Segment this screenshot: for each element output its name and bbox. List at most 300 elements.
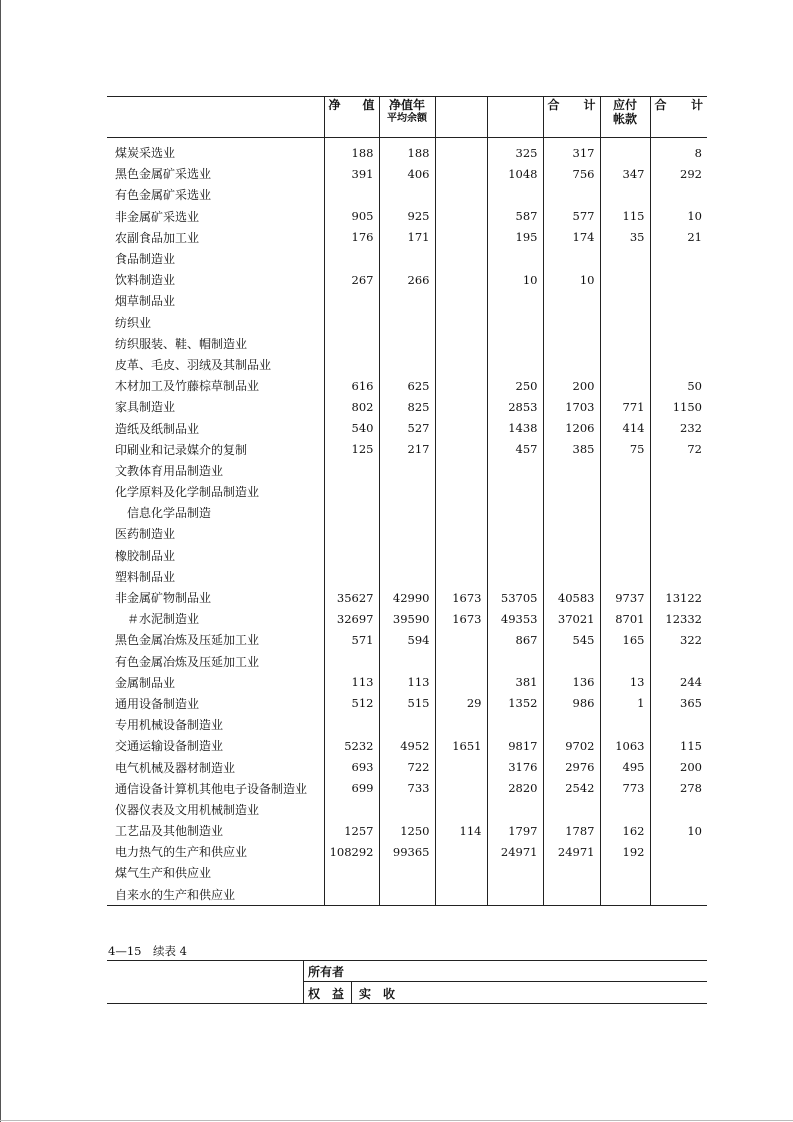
industry-name: 电力热气的生产和供应业 [115, 845, 248, 860]
header-total-1-label: 合 计 [547, 98, 596, 112]
header-total-2-label: 合 计 [654, 98, 703, 112]
table-row [107, 756, 707, 777]
value-cell: 594 [379, 629, 435, 650]
value-cell: 266 [379, 269, 435, 290]
value-cell [379, 184, 435, 205]
industry-name: ＃水泥制造业 [127, 612, 200, 627]
industry-financial-table [107, 96, 707, 906]
table-row [107, 502, 707, 523]
value-cell: 267 [324, 269, 379, 290]
value-cell [543, 862, 600, 883]
value-cell: 35627 [324, 587, 379, 608]
value-cell [487, 545, 543, 566]
value-cell: 457 [487, 439, 543, 460]
industry-name: 文教体育用品制造业 [115, 463, 224, 478]
value-cell: 986 [543, 693, 600, 714]
value-cell: 37021 [543, 608, 600, 629]
table-row [107, 566, 707, 587]
value-cell: 406 [379, 163, 435, 184]
rule-bottom [107, 1003, 707, 1004]
header-owner: 所有者 [308, 965, 345, 979]
value-cell [650, 651, 707, 672]
value-cell: 495 [600, 756, 650, 777]
table-row [107, 396, 707, 417]
value-cell: 571 [324, 629, 379, 650]
table-row [107, 290, 707, 311]
value-cell [379, 290, 435, 311]
value-cell: 1703 [543, 396, 600, 417]
table-row [107, 354, 707, 375]
value-cell [600, 184, 650, 205]
value-cell: 1048 [487, 163, 543, 184]
value-cell [379, 333, 435, 354]
table-row [107, 138, 707, 164]
value-cell [650, 481, 707, 502]
table-row [107, 163, 707, 184]
value-cell: 9702 [543, 735, 600, 756]
value-cell: 29 [435, 693, 487, 714]
value-cell [435, 269, 487, 290]
value-cell: 13122 [650, 587, 707, 608]
table-row [107, 862, 707, 883]
value-cell: 200 [650, 756, 707, 777]
table-row [107, 820, 707, 841]
value-cell: 113 [324, 672, 379, 693]
value-cell [600, 290, 650, 311]
value-cell [379, 862, 435, 883]
value-cell [435, 375, 487, 396]
value-cell: 1257 [324, 820, 379, 841]
value-cell: 1438 [487, 417, 543, 438]
industry-name: 橡胶制品业 [115, 548, 176, 563]
value-cell: 325 [487, 138, 543, 164]
value-cell [435, 545, 487, 566]
header-cell-industry [107, 97, 324, 138]
value-cell: 8 [650, 138, 707, 164]
value-cell [487, 502, 543, 523]
value-cell [543, 651, 600, 672]
header-cell-total-2 [650, 97, 707, 138]
value-cell: 1063 [600, 735, 650, 756]
value-cell: 35 [600, 227, 650, 248]
value-cell [600, 375, 650, 396]
value-cell [600, 714, 650, 735]
value-cell [650, 841, 707, 862]
table-row [107, 841, 707, 862]
value-cell [650, 545, 707, 566]
value-cell: 512 [324, 693, 379, 714]
industry-name: 化学原料及化学制品制造业 [115, 485, 260, 500]
table-row [107, 184, 707, 205]
value-cell [435, 481, 487, 502]
table-caption: 4—15 续表 4 [108, 944, 187, 958]
value-cell: 292 [650, 163, 707, 184]
table-row [107, 206, 707, 227]
value-cell [543, 566, 600, 587]
value-cell: 1673 [435, 587, 487, 608]
value-cell: 278 [650, 778, 707, 799]
industry-name: 非金属矿物制品业 [115, 591, 212, 606]
value-cell: 200 [543, 375, 600, 396]
value-cell [435, 163, 487, 184]
value-cell [435, 672, 487, 693]
value-cell: 8701 [600, 608, 650, 629]
value-cell [324, 714, 379, 735]
value-cell: 32697 [324, 608, 379, 629]
value-cell: 802 [324, 396, 379, 417]
industry-name: 非金属矿采选业 [115, 209, 200, 224]
value-cell: 10 [650, 206, 707, 227]
industry-name: 煤炭采选业 [115, 146, 176, 161]
value-cell [379, 566, 435, 587]
value-cell [435, 778, 487, 799]
value-cell [543, 333, 600, 354]
value-cell [379, 545, 435, 566]
value-cell [650, 333, 707, 354]
table-row [107, 608, 707, 629]
value-cell [600, 354, 650, 375]
value-cell [435, 841, 487, 862]
industry-name: 仪器仪表及文用机械制造业 [115, 802, 260, 817]
table-row [107, 799, 707, 820]
value-cell [324, 799, 379, 820]
value-cell [650, 799, 707, 820]
value-cell [324, 566, 379, 587]
value-cell [600, 312, 650, 333]
value-cell: 114 [435, 820, 487, 841]
value-cell: 391 [324, 163, 379, 184]
value-cell [600, 523, 650, 544]
value-cell [600, 545, 650, 566]
value-cell [543, 523, 600, 544]
industry-name: 饮料制造业 [115, 273, 176, 288]
value-cell: 414 [600, 417, 650, 438]
value-cell [543, 290, 600, 311]
value-cell [600, 269, 650, 290]
value-cell [435, 756, 487, 777]
value-cell [324, 545, 379, 566]
value-cell [324, 290, 379, 311]
header-net-value-avg-label: 净值年 [388, 98, 425, 112]
value-cell [435, 439, 487, 460]
header-net-value-avg-sub: 平均余额 [387, 113, 427, 124]
header-paid-in: 实 收 [359, 987, 396, 1001]
value-cell: 540 [324, 417, 379, 438]
industry-name: 医药制造业 [115, 527, 176, 542]
value-cell [600, 460, 650, 481]
header-cell-blank-1 [435, 97, 487, 138]
value-cell: 53705 [487, 587, 543, 608]
value-cell [543, 545, 600, 566]
value-cell [435, 884, 487, 906]
value-cell: 381 [487, 672, 543, 693]
value-cell [543, 799, 600, 820]
value-cell: 317 [543, 138, 600, 164]
table-row [107, 693, 707, 714]
value-cell: 1787 [543, 820, 600, 841]
value-cell [650, 312, 707, 333]
value-cell: 2853 [487, 396, 543, 417]
value-cell: 699 [324, 778, 379, 799]
value-cell [650, 502, 707, 523]
value-cell: 756 [543, 163, 600, 184]
value-cell: 192 [600, 841, 650, 862]
value-cell: 165 [600, 629, 650, 650]
value-cell: 174 [543, 227, 600, 248]
industry-name: 通信设备计算机其他电子设备制造业 [115, 781, 308, 796]
value-cell [600, 651, 650, 672]
value-cell [324, 502, 379, 523]
value-cell [435, 184, 487, 205]
value-cell [435, 206, 487, 227]
value-cell [650, 862, 707, 883]
value-cell [543, 884, 600, 906]
value-cell [435, 417, 487, 438]
value-cell [487, 799, 543, 820]
value-cell [650, 884, 707, 906]
value-cell [543, 248, 600, 269]
rule-vertical-2 [351, 981, 352, 1004]
table-header-row [107, 97, 707, 138]
table-row [107, 439, 707, 460]
value-cell: 244 [650, 672, 707, 693]
value-cell [650, 566, 707, 587]
value-cell [543, 714, 600, 735]
industry-name: 皮革、毛皮、羽绒及其制品业 [115, 357, 272, 372]
value-cell [435, 227, 487, 248]
value-cell [650, 714, 707, 735]
value-cell: 39590 [379, 608, 435, 629]
value-cell [435, 523, 487, 544]
value-cell: 4952 [379, 735, 435, 756]
value-cell: 176 [324, 227, 379, 248]
industry-name: 有色金属冶炼及压延加工业 [115, 654, 260, 669]
header-cell-net-value-avg [379, 97, 435, 138]
value-cell: 1250 [379, 820, 435, 841]
continuation-table-header [107, 960, 707, 1004]
value-cell [435, 248, 487, 269]
value-cell [543, 460, 600, 481]
value-cell [487, 333, 543, 354]
value-cell: 722 [379, 756, 435, 777]
value-cell [487, 523, 543, 544]
value-cell: 125 [324, 439, 379, 460]
value-cell [435, 799, 487, 820]
value-cell [487, 312, 543, 333]
value-cell [600, 138, 650, 164]
value-cell: 115 [650, 735, 707, 756]
value-cell [435, 566, 487, 587]
table-row [107, 587, 707, 608]
value-cell: 115 [600, 206, 650, 227]
value-cell: 1206 [543, 417, 600, 438]
industry-name: 食品制造业 [115, 252, 176, 267]
value-cell: 113 [379, 672, 435, 693]
value-cell [379, 354, 435, 375]
value-cell [543, 502, 600, 523]
industry-name: 塑料制品业 [115, 569, 176, 584]
value-cell: 1797 [487, 820, 543, 841]
value-cell [435, 290, 487, 311]
value-cell: 527 [379, 417, 435, 438]
header-cell-blank-2 [487, 97, 543, 138]
industry-name: 有色金属矿采选业 [115, 188, 212, 203]
value-cell [600, 884, 650, 906]
value-cell: 322 [650, 629, 707, 650]
value-cell: 10 [487, 269, 543, 290]
value-cell [650, 290, 707, 311]
value-cell [600, 333, 650, 354]
value-cell [650, 460, 707, 481]
value-cell: 50 [650, 375, 707, 396]
value-cell [435, 651, 487, 672]
value-cell [600, 566, 650, 587]
value-cell: 2976 [543, 756, 600, 777]
value-cell: 13 [600, 672, 650, 693]
header-equity: 权 益 [308, 987, 345, 1001]
value-cell: 188 [324, 138, 379, 164]
industry-name: 电气机械及器材制造业 [115, 760, 236, 775]
page-left-border [0, 0, 1, 1122]
value-cell [487, 651, 543, 672]
table-row [107, 672, 707, 693]
value-cell: 1 [600, 693, 650, 714]
industry-name: 黑色金属矿采选业 [115, 167, 212, 182]
value-cell [324, 354, 379, 375]
value-cell: 9737 [600, 587, 650, 608]
table-row [107, 227, 707, 248]
value-cell [650, 184, 707, 205]
value-cell [379, 460, 435, 481]
industry-name: 自来水的生产和供应业 [107, 884, 324, 906]
value-cell: 12332 [650, 608, 707, 629]
industry-name: 印刷业和记录媒介的复制 [115, 442, 248, 457]
value-cell [435, 138, 487, 164]
value-cell: 867 [487, 629, 543, 650]
industry-name: 烟草制品业 [115, 294, 176, 309]
header-net-value-label: 净 值 [328, 98, 375, 112]
value-cell: 217 [379, 439, 435, 460]
value-cell [435, 396, 487, 417]
rule-top [107, 960, 707, 961]
value-cell: 136 [543, 672, 600, 693]
value-cell [543, 184, 600, 205]
value-cell: 587 [487, 206, 543, 227]
value-cell [543, 481, 600, 502]
value-cell: 616 [324, 375, 379, 396]
value-cell [379, 312, 435, 333]
value-cell: 365 [650, 693, 707, 714]
value-cell [324, 481, 379, 502]
rule-vertical-1 [303, 960, 304, 1004]
header-accounts-payable-label: 应付 [612, 98, 637, 112]
value-cell: 771 [600, 396, 650, 417]
value-cell: 693 [324, 756, 379, 777]
industry-name: 交通运输设备制造业 [115, 739, 224, 754]
industry-name: 通用设备制造业 [115, 696, 200, 711]
value-cell [487, 714, 543, 735]
value-cell [435, 714, 487, 735]
industry-name: 造纸及纸制品业 [115, 421, 200, 436]
industry-name: 家具制造业 [115, 400, 176, 415]
value-cell [379, 799, 435, 820]
header-cell-total-1 [543, 97, 600, 138]
value-cell [324, 312, 379, 333]
value-cell: 625 [379, 375, 435, 396]
value-cell: 195 [487, 227, 543, 248]
value-cell: 347 [600, 163, 650, 184]
value-cell: 42990 [379, 587, 435, 608]
value-cell: 1673 [435, 608, 487, 629]
page-bottom-border [0, 1120, 793, 1121]
industry-name: 纺织业 [115, 315, 152, 330]
table-row [107, 523, 707, 544]
table-row [107, 884, 707, 906]
table-row [107, 778, 707, 799]
value-cell [324, 248, 379, 269]
value-cell [600, 799, 650, 820]
value-cell: 3176 [487, 756, 543, 777]
value-cell [435, 502, 487, 523]
value-cell: 925 [379, 206, 435, 227]
value-cell [379, 884, 435, 906]
value-cell [600, 862, 650, 883]
value-cell: 5232 [324, 735, 379, 756]
value-cell [650, 248, 707, 269]
table-row [107, 735, 707, 756]
value-cell: 188 [379, 138, 435, 164]
header-cell-net-value [324, 97, 379, 138]
table-row [107, 312, 707, 333]
value-cell: 10 [543, 269, 600, 290]
value-cell: 905 [324, 206, 379, 227]
value-cell: 9817 [487, 735, 543, 756]
header-accounts-payable-sub: 帐款 [612, 112, 637, 126]
table-row [107, 417, 707, 438]
value-cell [324, 333, 379, 354]
value-cell [543, 312, 600, 333]
header-cell-accounts-payable [600, 97, 650, 138]
value-cell [487, 566, 543, 587]
value-cell [650, 269, 707, 290]
rule-middle [303, 981, 707, 982]
value-cell: 545 [543, 629, 600, 650]
value-cell [324, 862, 379, 883]
value-cell: 2820 [487, 778, 543, 799]
value-cell [324, 523, 379, 544]
industry-name: 木材加工及竹藤棕草制品业 [115, 379, 260, 394]
value-cell [379, 523, 435, 544]
value-cell [435, 862, 487, 883]
industry-name: 工艺品及其他制造业 [115, 824, 224, 839]
value-cell [435, 354, 487, 375]
value-cell [487, 884, 543, 906]
value-cell: 1150 [650, 396, 707, 417]
value-cell [487, 184, 543, 205]
value-cell [435, 460, 487, 481]
value-cell [543, 354, 600, 375]
value-cell: 1651 [435, 735, 487, 756]
table-row [107, 545, 707, 566]
value-cell [435, 312, 487, 333]
table-row [107, 651, 707, 672]
table-body [107, 138, 707, 906]
value-cell [600, 481, 650, 502]
table-row [107, 375, 707, 396]
value-cell: 250 [487, 375, 543, 396]
value-cell: 1352 [487, 693, 543, 714]
table-row [107, 460, 707, 481]
